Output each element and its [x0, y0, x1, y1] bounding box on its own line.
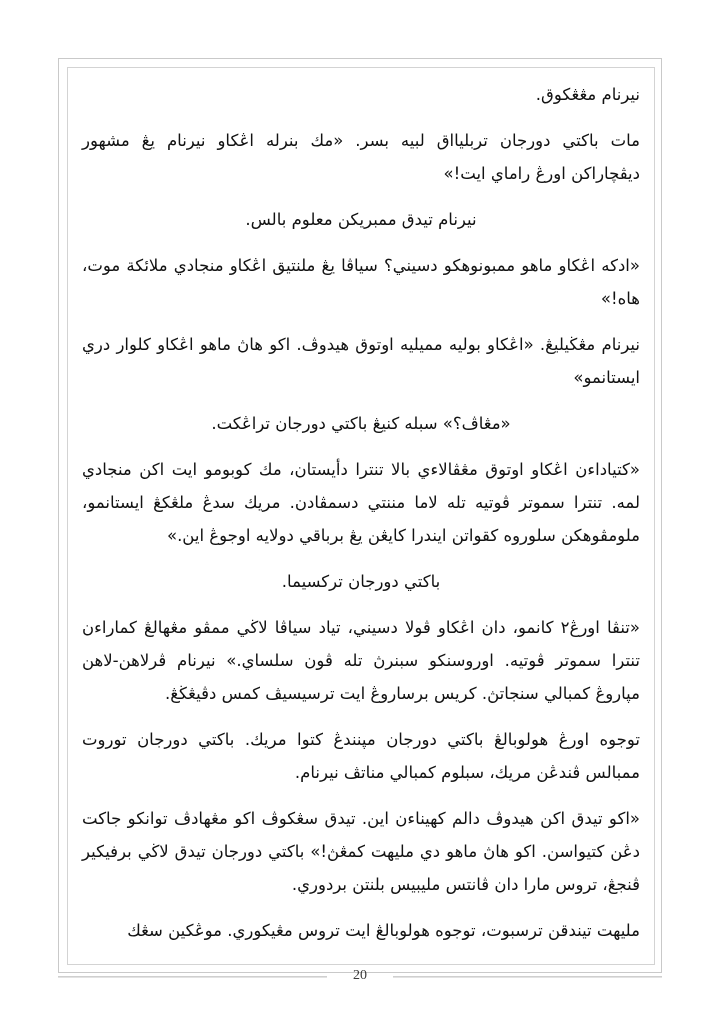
paragraph: نيرنام مڠڠكوق.	[535, 85, 640, 104]
paragraph: مات باكتي دورجان تربليااق لبيه بسر. «مك بنرله اڠكاو نيرنام يڠ مشهور ديڤچاراكن اورڠ راماي ايت!»	[82, 131, 640, 183]
paragraph: «ادكه اڠكاو ماهو ممبونوهكو دسيني؟ سياڤا يڠ ملنتيق اڠكاو منجادي ملائكة موت، هاه!»	[82, 256, 640, 308]
footer-rule-end	[58, 976, 327, 978]
page-footer	[58, 963, 662, 989]
paragraph: «كتياداءن اڠكاو اوتوق مڠڤالاءي بالا تنترا دأيستان، مك كوبومو ايت اكن منجادي لمه. تنترا سموتر ڤوتيه تله لاما مننتي دسمڤادن. مريك سدڠ ملڠكڠ ايستانمو، ملومڤوهكن سلوروه كقواتن ايندرا كايڠن يڠ برباقي دولايه اوجوڠ اين.»	[82, 460, 640, 545]
page-text-body	[82, 78, 640, 947]
footer-rule-start	[393, 976, 662, 978]
paragraph: «اكو تيدق اكن هيدوڤ دالم كهيناءن اين. تيدق سڠكوڤ اكو مڠهادڤ توانكو جاكت دڠن كتيواسن. اكو هاڽ ماهو دي مليهت كمڠڽ!» باكتي دورجان تيدق لاڬي برفيكير ڤنجڠ، تروس مارا دان ڤانتس مليبيس بلنتن بردوري.	[82, 809, 640, 894]
paragraph: مليهت تيندقن ترسبوت، توجوه هولوبالڠ ايت تروس مڠيكوري. موڠكين سڠك	[127, 921, 640, 940]
paragraph: نيرنام مڠڬيليڠ. «اڠكاو بوليه مميليه اوتوق هيدوڤ. اكو هاڽ ماهو اڠكاو كلوار دري ايستانمو»	[82, 335, 640, 387]
paragraph: توجوه اورڠ هولوبالڠ باكتي دورجان مڽنندڠ كتوا مريك. باكتي دورجان توروت ممبالس ڤندڠن مريك، سبلوم كمبالي مناتڤ نيرنام.	[82, 730, 640, 782]
page-number: 20	[353, 968, 367, 983]
paragraph: نيرنام تيدق ممبريكن معلوم بالس.	[245, 210, 477, 229]
paragraph: «مڠاڤ؟» سبله كنيڠ باكتي دورجان تراڠكت.	[211, 414, 511, 433]
paragraph: باكتي دورجان تركسيما.	[281, 572, 441, 591]
paragraph: «تنڤا اورڠ٢ كانمو، دان اڠكاو ڤولا دسيني، تياد سياڤا لاڬي ممڤو مڠهالڠ كماراءن تنترا سموتر ڤوتيه. اوروسنكو سبنرڽ تله ڤون سلساي.» نيرنام ڤرلاهن-لاهن مڽاروڠ كمبالي سنجاتڽ. كريس برساروڠ ايت ترسيسيڤ كمس دڤيڠڬڠ.	[82, 618, 640, 703]
